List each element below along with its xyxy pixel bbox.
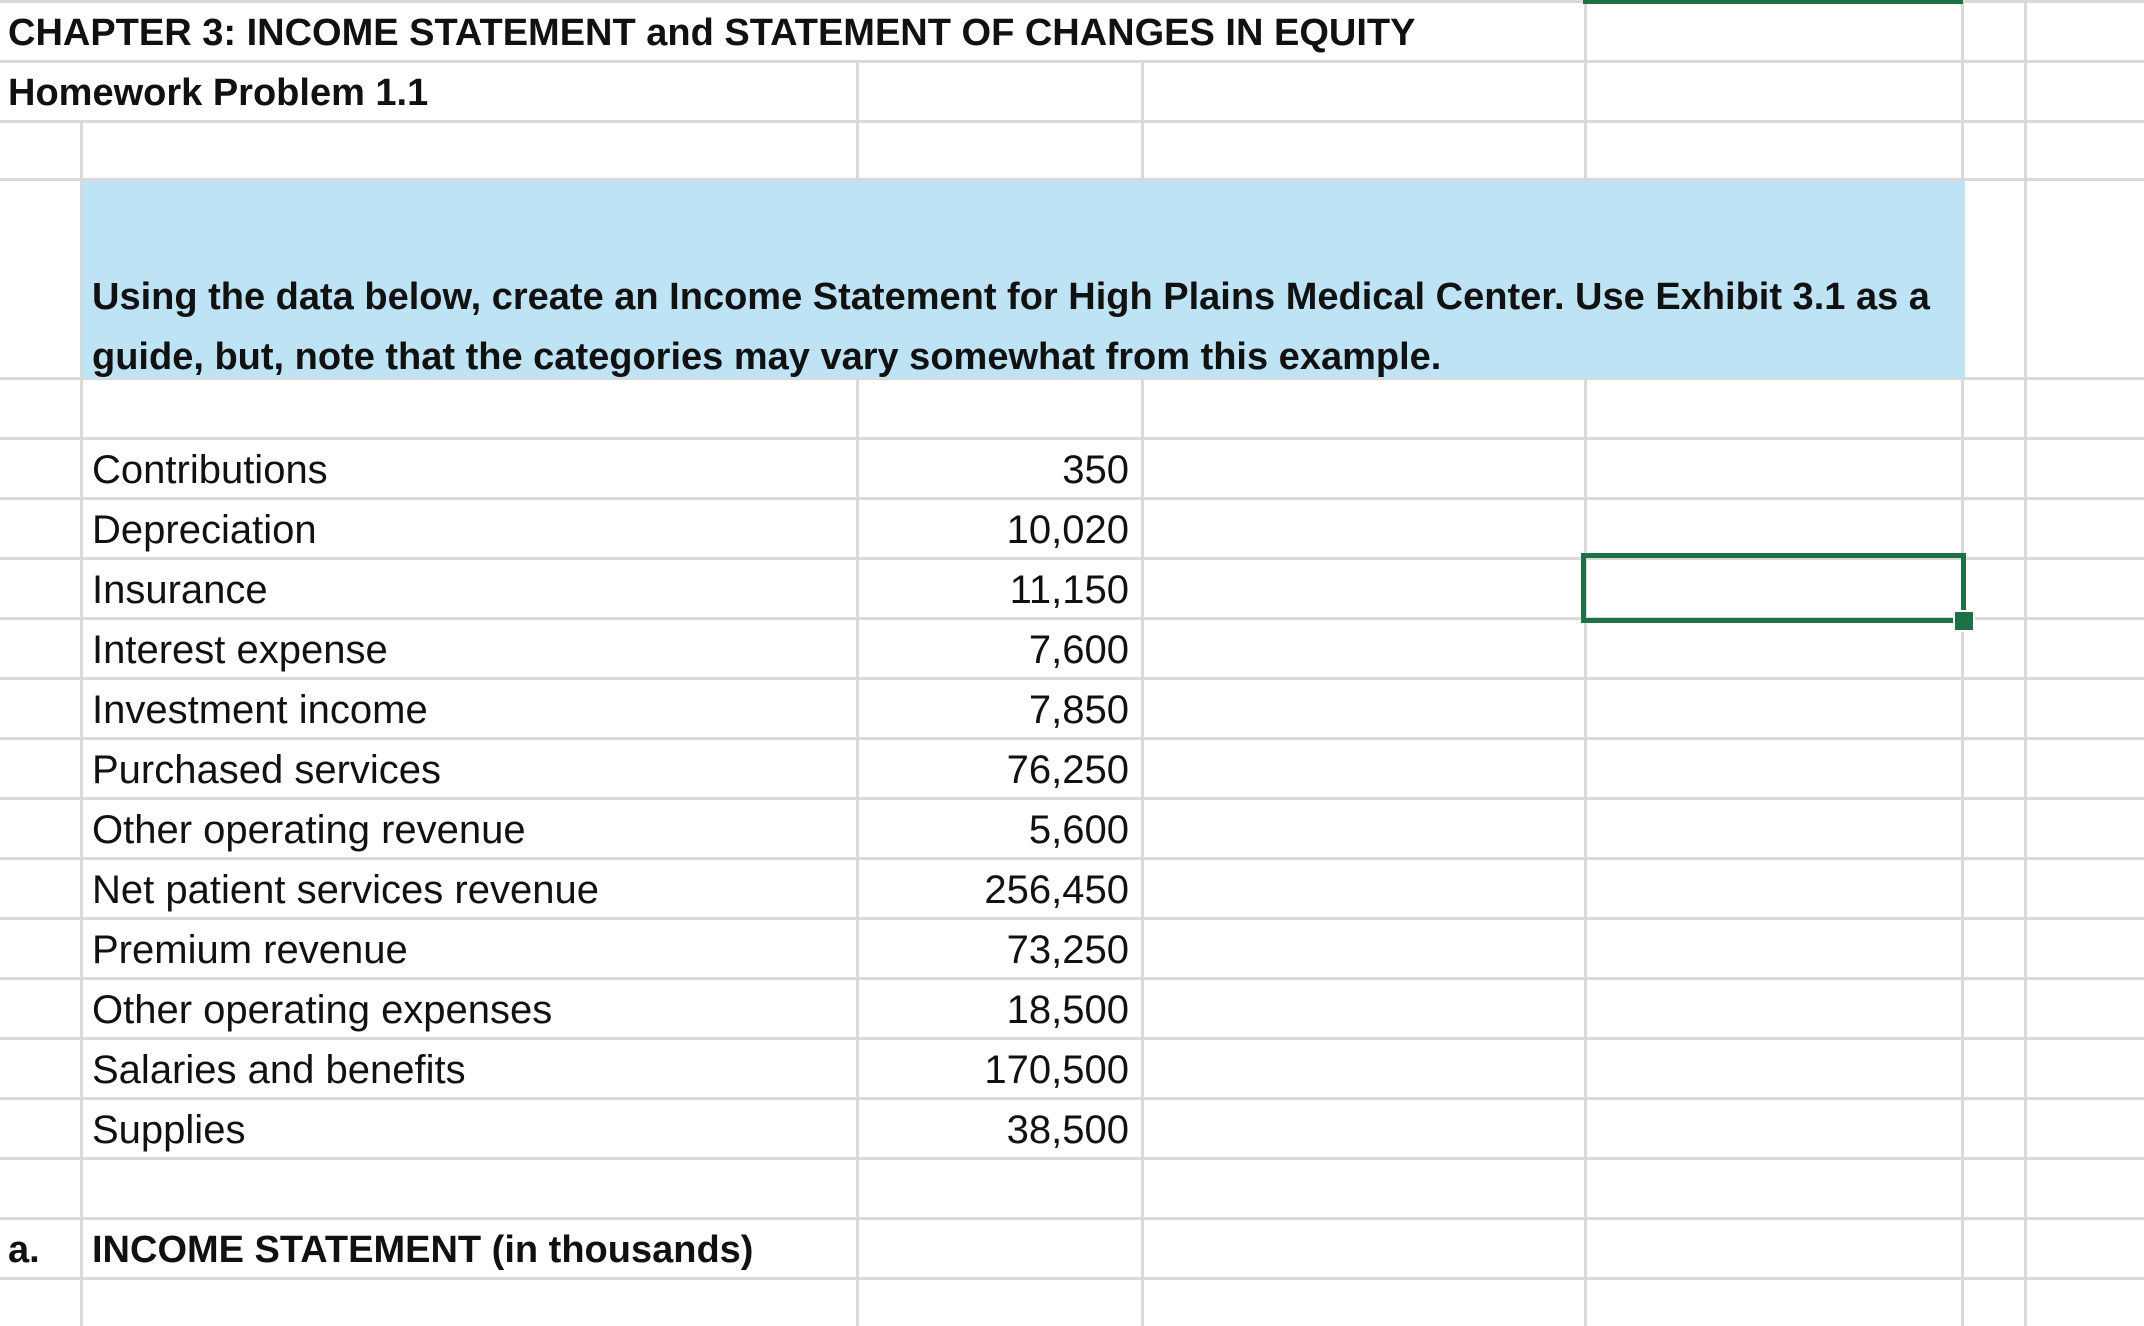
gridline <box>1584 377 1587 1326</box>
item-value[interactable]: 73,250 <box>1006 928 1129 972</box>
cell-top-border-highlight <box>1583 0 1963 4</box>
item-label[interactable]: Other operating expenses <box>92 988 553 1032</box>
item-label[interactable]: Net patient services revenue <box>92 868 599 912</box>
item-value[interactable]: 7,850 <box>1028 688 1129 732</box>
fill-handle[interactable] <box>1953 610 1975 632</box>
gridline <box>1961 377 1964 1326</box>
item-value[interactable]: 7,600 <box>1028 628 1129 672</box>
item-label[interactable]: Contributions <box>92 448 328 492</box>
chapter-title[interactable]: CHAPTER 3: INCOME STATEMENT and STATEMENT OF CHANGES IN EQUITY <box>8 12 1416 54</box>
item-label[interactable]: Insurance <box>92 568 268 612</box>
item-value[interactable]: 18,500 <box>1006 988 1129 1032</box>
problem-title[interactable]: Homework Problem 1.1 <box>8 72 429 114</box>
gridline <box>1141 60 1144 180</box>
item-value[interactable]: 10,020 <box>1006 508 1129 552</box>
item-label[interactable]: Depreciation <box>92 508 317 552</box>
gridline <box>1141 377 1144 1326</box>
selected-cell[interactable] <box>1581 553 1966 623</box>
item-value[interactable]: 76,250 <box>1006 748 1129 792</box>
section-marker[interactable]: a. <box>8 1229 40 1271</box>
item-value[interactable]: 350 <box>1062 448 1129 492</box>
gridline <box>2024 0 2027 1326</box>
item-label[interactable]: Purchased services <box>92 748 442 792</box>
item-label[interactable]: Interest expense <box>92 628 388 672</box>
item-label[interactable]: Other operating revenue <box>92 808 526 852</box>
gridline <box>1961 0 1964 180</box>
gridline <box>856 60 859 180</box>
item-label[interactable]: Premium revenue <box>92 928 408 972</box>
item-value[interactable]: 256,450 <box>984 868 1129 912</box>
item-label[interactable]: Supplies <box>92 1108 246 1152</box>
item-label[interactable]: Investment income <box>92 688 428 732</box>
section-title[interactable]: INCOME STATEMENT (in thousands) <box>92 1229 754 1271</box>
item-value[interactable]: 170,500 <box>984 1048 1129 1092</box>
item-label[interactable]: Salaries and benefits <box>92 1048 466 1092</box>
item-value[interactable]: 38,500 <box>1006 1108 1129 1152</box>
instructions-cell[interactable]: Using the data below, create an Income Statement for High Plains Medical Center. Use Exhibit 3.1 as a guide, but, note that the categories may vary somewhat from this example. <box>82 181 1965 378</box>
item-value[interactable]: 5,600 <box>1028 808 1129 852</box>
item-value[interactable]: 11,150 <box>1009 568 1129 612</box>
gridline <box>1584 0 1587 180</box>
